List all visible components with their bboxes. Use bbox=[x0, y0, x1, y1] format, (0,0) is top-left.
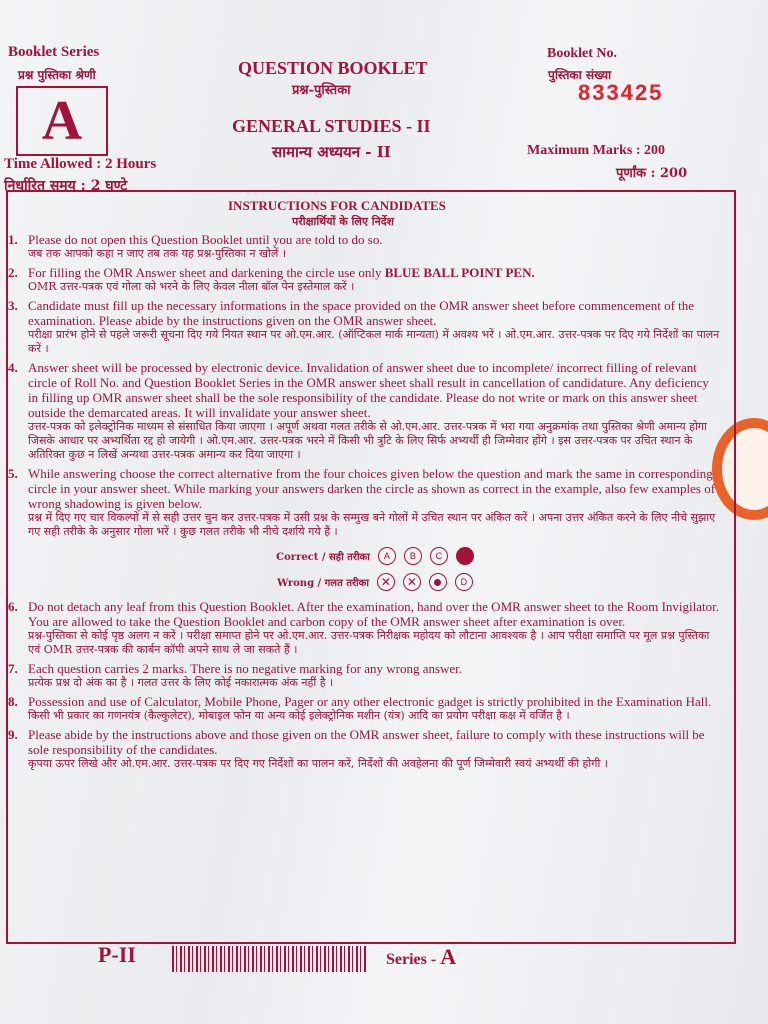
time-allowed: Time Allowed : 2 Hours bbox=[4, 156, 157, 172]
subject-title: GENERAL STUDIES - II bbox=[232, 116, 431, 136]
instruction-item bbox=[8, 727, 722, 771]
footer-series bbox=[386, 944, 456, 970]
instruction-text: Please do not open this Question Booklet until you are told to do so. bbox=[28, 232, 383, 247]
instruction-text: Do not detach any leaf from this Question Booklet. After the examination, hand over the OMR answer sheet to the Room Invigilator. You are allowed to take the Question Booklet and carbon copy of the OMR answer sheet after examination is over. bbox=[28, 599, 720, 629]
crossed-bubble-icon bbox=[377, 573, 395, 591]
wrong-example-label: Wrong / गलत तरीका bbox=[277, 578, 369, 589]
instruction-item bbox=[8, 298, 722, 356]
instruction-text-hindi: उत्तर-पत्रक को इलेक्ट्रोनिक माध्यम से संसाधित किया जाएगा । अपूर्ण अथवा गलत तरीके से ओ.एम.आर. उत्तर-पत्रक में भरा गया अनुक्रमांक तथा पुस्तिका श्रेणी अमान्य होगा जिसके आधार पर अभ्यर्थिता रद्द हो जायेगी । ओ.एम.आर. उत्तर-पत्रक भरने में किसी भी त्रुटि के लिए सिर्फ अभ्यर्थी ही जिम्मेवार होंगे । इस उत्तर-पत्रक पर उचित स्थान के अतिरिक्त कुछ न लिखें अन्यथा उत्तर-पत्रक अमान्य कर दिया जाएगा । bbox=[28, 420, 707, 461]
instruction-text-hindi: परीक्षा प्रारंभ होने से पहले जरूरी सूचना दिए गये नियत स्थान पर ओ.एम.आर. (ऑप्टिकल मार्क मान्यता) में अवश्य भरें । ओ.एम.आर. उत्तर-पत्रक पर दिए गये निर्देशों का पालन करें । bbox=[28, 328, 720, 355]
instruction-number: 3. bbox=[8, 298, 18, 313]
instruction-text-emphasis: BLUE BALL POINT PEN. bbox=[384, 265, 535, 280]
footer-series-value: A bbox=[440, 944, 457, 969]
instruction-text bbox=[28, 265, 722, 280]
instruction-item bbox=[8, 694, 722, 723]
instruction-text: While answering choose the correct alternative from the four choices given below the question and mark the same in corresponding circle in your answer sheet. While marking your answers darken the circle as shown as correct in the example, also few examples of wrong shadowing is given below. bbox=[28, 466, 716, 511]
instruction-number: 9. bbox=[8, 727, 18, 742]
instruction-text-hindi: प्रत्येक प्रश्न दो अंक का है । गलत उत्तर के लिए कोई नकारात्मक अंक नहीं है । bbox=[28, 676, 334, 689]
footer-series-label: Series - bbox=[386, 951, 437, 968]
instruction-text: Candidate must fill up the necessary informations in the space provided on the OMR answer sheet before commencement of the examination. Please abide by the instructions given on the OMR answer sheet. bbox=[28, 298, 695, 328]
instruction-text: Answer sheet will be processed by electronic device. Invalidation of answer sheet due to incomplete/ incorrect filling of relevant circle of Roll No. and Question Booklet Series in the OMR answer sheet shall result in cancellation of candidature. Any deficiency in filling up OMR answer sheet shall be the sole responsibility of the candidate. Please do not write or mark on this answer sheet outside the demarcated areas. It will invalidate your answer sheet. bbox=[28, 360, 709, 420]
wrong-example-row bbox=[28, 573, 722, 591]
instructions-title-hindi: परीक्षार्थियों के लिए निर्देश bbox=[292, 215, 395, 228]
instruction-item bbox=[8, 232, 722, 261]
instruction-text: Please abide by the instructions above and those given on the OMR answer sheet, failure to comply with these instructions will be sole responsibility of the candidates. bbox=[28, 727, 705, 757]
instruction-number: 7. bbox=[8, 661, 18, 676]
maximum-marks: Maximum Marks : 200 bbox=[527, 143, 666, 158]
instruction-text: Each question carries 2 marks. There is no negative marking for any wrong answer. bbox=[28, 661, 463, 676]
booklet-no-label: Booklet No. bbox=[547, 46, 617, 61]
instruction-item bbox=[8, 466, 722, 591]
booklet-series-label-hindi: प्रश्न पुस्तिका श्रेणी bbox=[18, 68, 96, 82]
instructions-list bbox=[8, 232, 722, 775]
subject-title-hindi: सामान्य अध्ययन - II bbox=[272, 143, 391, 161]
instruction-item bbox=[8, 360, 722, 462]
booklet-series-letter: A bbox=[41, 90, 83, 152]
instructions-title: INSTRUCTIONS FOR CANDIDATES bbox=[228, 198, 446, 213]
correct-example-label: Correct / सही तरीका bbox=[276, 552, 370, 563]
paper-code: P-II bbox=[98, 942, 136, 967]
booklet-series-label: Booklet Series bbox=[8, 44, 100, 60]
instruction-number: 2. bbox=[8, 265, 18, 280]
instruction-item bbox=[8, 265, 722, 294]
booklet-number: 833425 bbox=[578, 80, 664, 105]
instruction-number: 5. bbox=[8, 466, 18, 481]
barcode-icon bbox=[172, 946, 368, 972]
booklet-title: QUESTION BOOKLET bbox=[238, 58, 428, 78]
option-bubble-a: A bbox=[378, 547, 396, 565]
filled-bubble-d bbox=[456, 547, 474, 565]
option-bubble-c: C bbox=[430, 547, 448, 565]
instruction-text-hindi: जब तक आपको कहा न जाए तब तक यह प्रश्न-पुस्तिका न खोलें । bbox=[28, 247, 287, 260]
instruction-number: 8. bbox=[8, 694, 18, 709]
instruction-item bbox=[8, 661, 722, 690]
booklet-no-label-hindi: पुस्तिका संख्या bbox=[548, 68, 612, 82]
instruction-number: 1. bbox=[8, 232, 18, 247]
instruction-text-hindi: OMR उत्तर-पत्रक एवं गोला को भरने के लिए केवल नीला बॉल पेन इस्तेमाल करें । bbox=[28, 280, 355, 293]
instruction-number: 4. bbox=[8, 360, 18, 375]
instruction-text: Possession and use of Calculator, Mobile Phone, Pager or any other electronic gadget is strictly prohibited in the Examination Hall. bbox=[28, 694, 712, 709]
correct-example-row bbox=[28, 547, 722, 565]
maximum-marks-hindi: पूर्णांक : 200 bbox=[616, 166, 688, 181]
instruction-text-hindi: प्रश्न-पुस्तिका से कोई पृष्ठ अलग न करें । परीक्षा समाप्त होने पर ओ.एम.आर. उत्तर-पत्रक निरीक्षक महोदय को लौटाना आवश्यक है । आप परीक्षा समाप्ति पर मूल प्रश्न पुस्तिका एवं OMR उत्तर-पत्रक की कार्बन कॉपी अपने साथ ले जा सकते हैं । bbox=[28, 629, 710, 656]
instruction-text-hindi: कृपया ऊपर लिखे और ओ.एम.आर. उत्तर-पत्रक पर दिए गए निर्देशों का पालन करें, निर्देशों की अवहेलना की पूर्ण जिम्मेवारी स्वयं अभ्यर्थी की होगी । bbox=[28, 757, 608, 770]
instruction-text-hindi: प्रश्न में दिए गए चार विकल्पों में से सही उत्तर चुन कर उत्तर-पत्रक में उसी प्रश्न के सम्मुख बने गोलों में उचित स्थान पर अंकित करें । अपना उत्तर अंकित करने के लिए नीचे सुझाए गए सही तरीके के अनुसार गोला भरें । कुछ गलत तरीके भी नीचे दर्शाये गये हैं । bbox=[28, 511, 716, 538]
time-allowed-hindi: निर्धारित समय : 2 घण्टे bbox=[4, 178, 128, 194]
instruction-number: 6. bbox=[8, 599, 18, 614]
crossed-bubble-icon bbox=[403, 573, 421, 591]
option-bubble-b: B bbox=[404, 547, 422, 565]
instruction-text-main: For filling the OMR Answer sheet and darkening the circle use only bbox=[28, 265, 382, 280]
booklet-series-box bbox=[16, 86, 108, 156]
instruction-item bbox=[8, 599, 722, 657]
booklet-title-hindi: प्रश्न-पुस्तिका bbox=[292, 83, 351, 98]
option-bubble-d: D bbox=[455, 573, 473, 591]
instruction-text-hindi: किसी भी प्रकार का गणनयंत्र (कैल्कुलेटर), मोबाइल फोन या अन्य कोई इलेक्ट्रोनिक मशीन (यंत्र) आदि का प्रयोग परीक्षा कक्ष में वर्जित है । bbox=[28, 709, 570, 722]
dotted-bubble-icon bbox=[429, 573, 447, 591]
